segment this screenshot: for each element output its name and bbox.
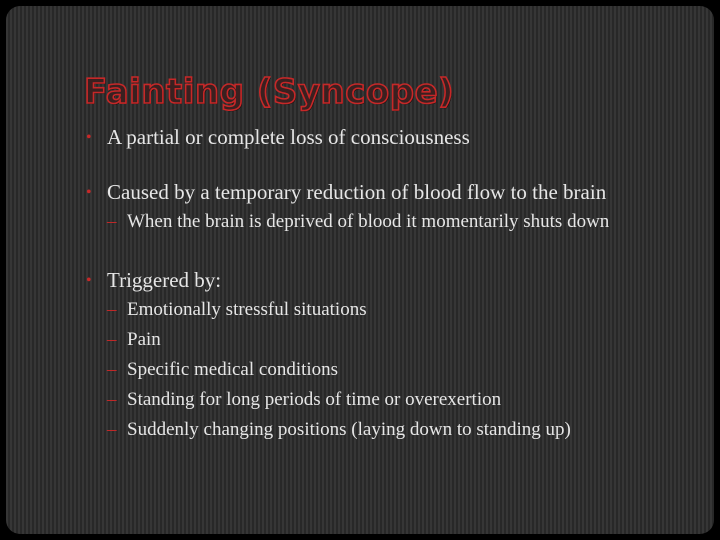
- bullet-item: [86, 179, 686, 234]
- sub-text: When the brain is deprived of blood it momentarily shuts down: [127, 211, 610, 232]
- dash-marker-icon: –: [107, 359, 117, 380]
- bullet-marker-icon: •: [86, 129, 92, 146]
- sub-text: Standing for long periods of time or overexertion: [127, 389, 502, 410]
- sub-list: [107, 297, 686, 442]
- dash-marker-icon: –: [107, 299, 117, 320]
- sub-item: [107, 327, 686, 352]
- slide-title: Fainting (Syncope): [84, 72, 455, 112]
- bullet-text: Caused by a temporary reduction of blood flow to the brain: [107, 180, 607, 204]
- slide: [6, 6, 714, 534]
- bullet-text: A partial or complete loss of consciousness: [107, 125, 470, 149]
- sub-list: [107, 209, 686, 234]
- dash-marker-icon: –: [107, 389, 117, 410]
- sub-item: [107, 297, 686, 322]
- sub-text: Suddenly changing positions (laying down to standing up): [127, 419, 571, 440]
- sub-item: [107, 209, 686, 234]
- dash-marker-icon: –: [107, 419, 117, 440]
- bullet-item: [86, 267, 686, 442]
- sub-item: [107, 387, 686, 412]
- bullet-list: [86, 124, 686, 442]
- bullet-marker-icon: •: [86, 272, 92, 289]
- bullet-item: [86, 124, 686, 151]
- sub-item: [107, 417, 686, 442]
- sub-text: Pain: [127, 329, 161, 350]
- dash-marker-icon: –: [107, 211, 117, 232]
- sub-item: [107, 357, 686, 382]
- sub-text: Specific medical conditions: [127, 359, 339, 380]
- sub-text: Emotionally stressful situations: [127, 299, 367, 320]
- bullet-text: Triggered by:: [107, 268, 222, 292]
- dash-marker-icon: –: [107, 329, 117, 350]
- bullet-marker-icon: •: [86, 184, 92, 201]
